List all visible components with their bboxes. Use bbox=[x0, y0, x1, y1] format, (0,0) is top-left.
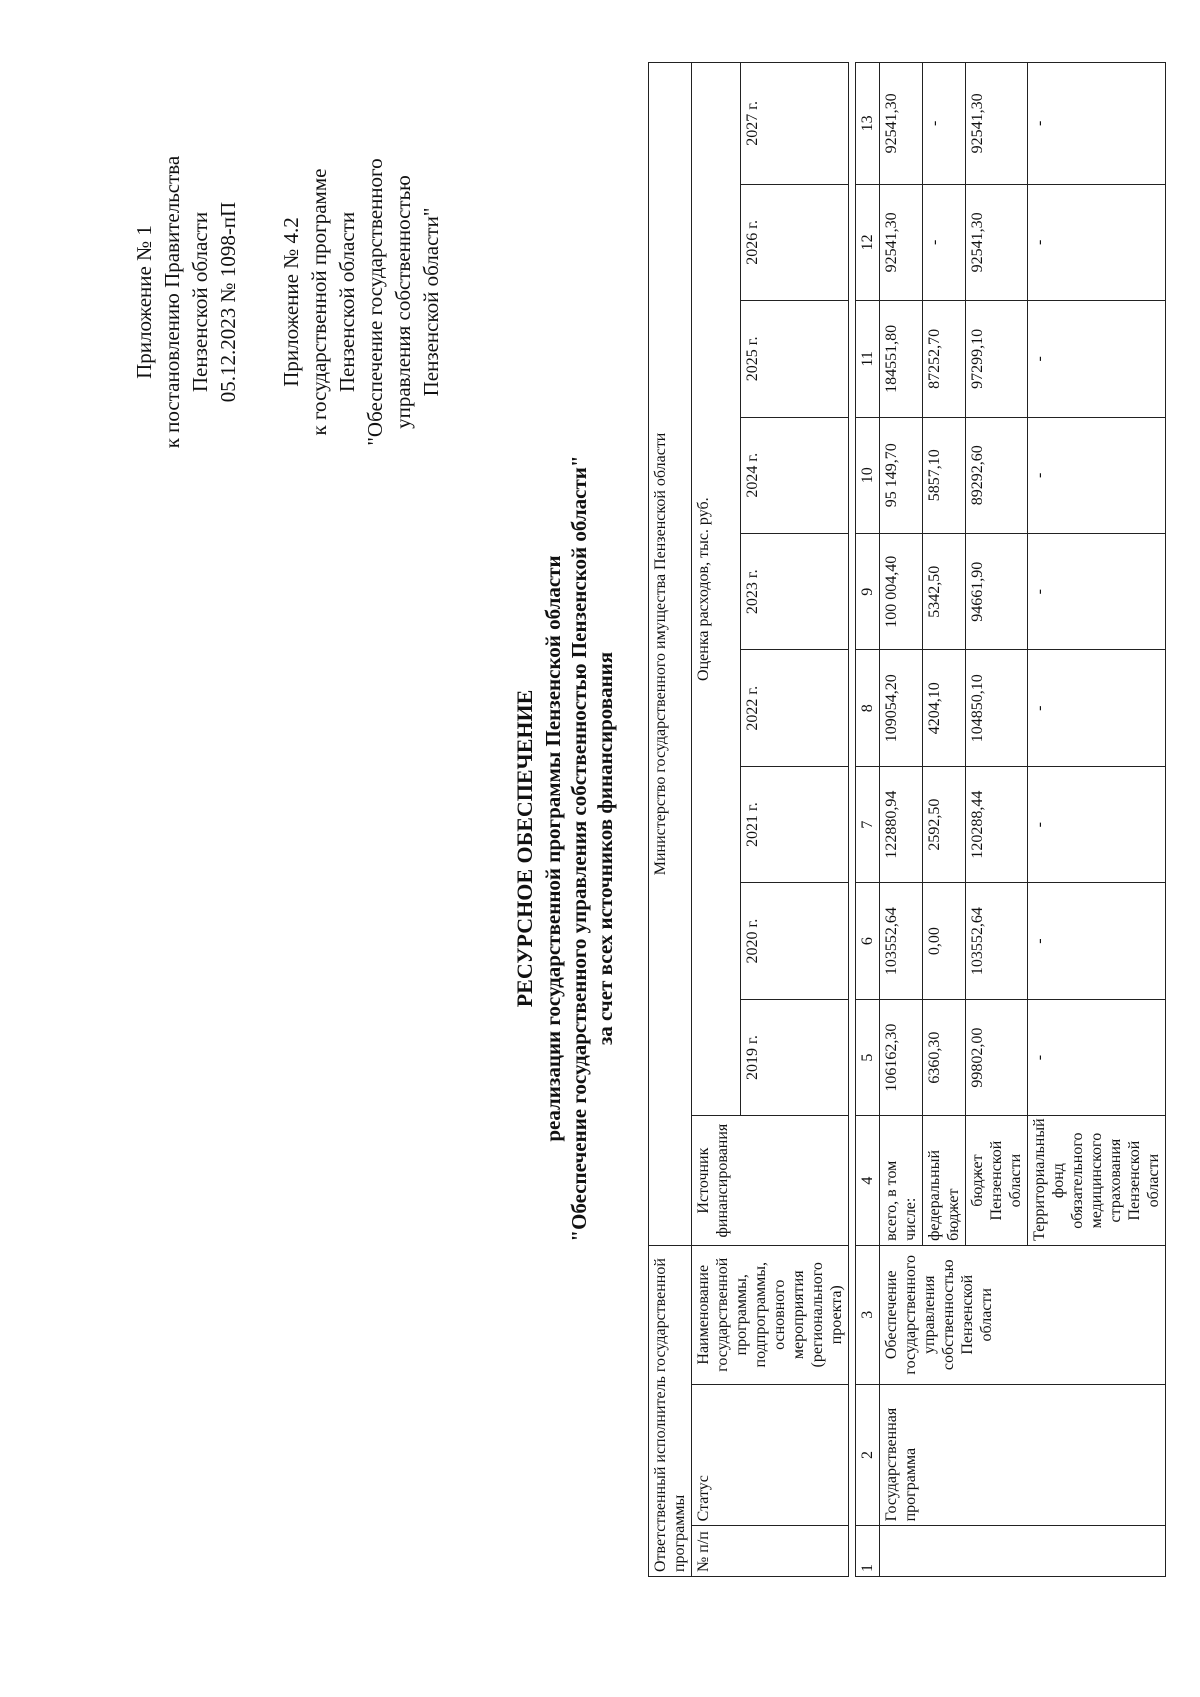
responsible-label: Ответственный исполнитель государственной программы bbox=[649, 1245, 692, 1576]
value-cell: 92541,30 bbox=[966, 184, 1028, 300]
col-number: 11 bbox=[856, 301, 880, 417]
value-cell: 89292,60 bbox=[966, 417, 1028, 533]
value-cell: - bbox=[1028, 63, 1166, 185]
col-number: 13 bbox=[856, 63, 880, 185]
value-cell: 5857,10 bbox=[923, 417, 966, 533]
row-number-cell bbox=[880, 1526, 1166, 1577]
document-subtitle-3: за счет всех источников финансирования bbox=[593, 651, 617, 1046]
source-cell: бюджет Пензенской области bbox=[966, 1116, 1028, 1246]
year-header: 2022 г. bbox=[741, 650, 849, 766]
col-number: 7 bbox=[856, 766, 880, 882]
col-number: 9 bbox=[856, 534, 880, 650]
source-cell: федеральный бюджет bbox=[923, 1116, 966, 1246]
col-number: 4 bbox=[856, 1116, 880, 1246]
resource-table bbox=[648, 62, 1166, 1577]
col-source-header: Источник финансирования bbox=[692, 1116, 849, 1246]
value-cell: - bbox=[1028, 534, 1166, 650]
appendix-2-line2: к государственной программе bbox=[307, 168, 331, 436]
appendix-2-line6: Пензенской области" bbox=[419, 207, 443, 397]
appendix-1-line4: 05.12.2023 № 1098-пП bbox=[216, 201, 240, 403]
appendix-1-block bbox=[130, 87, 242, 517]
appendix-1-line1: Приложение № 1 bbox=[132, 225, 156, 379]
value-cell: 0,00 bbox=[923, 883, 966, 999]
year-header: 2025 г. bbox=[741, 301, 849, 417]
value-cell: - bbox=[923, 184, 966, 300]
responsible-value: Министерство государственного имущества Пензенской области bbox=[649, 63, 692, 1246]
value-cell: 122880,94 bbox=[880, 766, 923, 882]
col-number: 6 bbox=[856, 883, 880, 999]
appendix-2-line5: управления собственностью bbox=[391, 175, 415, 429]
col-status-header: Статус bbox=[692, 1384, 849, 1526]
spacer-row bbox=[849, 63, 856, 1577]
appendix-2-line4: "Обеспечение государственного bbox=[363, 158, 387, 446]
appendix-1-line3: Пензенской области bbox=[188, 211, 212, 393]
appendix-1-line2: к постановлению Правительства bbox=[160, 155, 184, 449]
value-cell: 92541,30 bbox=[966, 63, 1028, 185]
value-cell: 4204,10 bbox=[923, 650, 966, 766]
col-number: 10 bbox=[856, 417, 880, 533]
value-cell: 104850,10 bbox=[966, 650, 1028, 766]
header-row-1 bbox=[692, 63, 741, 1577]
appendix-2-line1: Приложение № 4.2 bbox=[279, 217, 303, 387]
value-cell: 109054,20 bbox=[880, 650, 923, 766]
value-cell: - bbox=[1028, 650, 1166, 766]
document-subtitle-2: "Обеспечение государственного управления собственностью Пензенской области" bbox=[567, 455, 591, 1242]
value-cell: 103552,64 bbox=[966, 883, 1028, 999]
column-number-row bbox=[856, 63, 880, 1577]
value-cell: 87252,70 bbox=[923, 301, 966, 417]
estimate-header: Оценка расходов, тыс. руб. bbox=[692, 63, 741, 1116]
year-header: 2024 г. bbox=[741, 417, 849, 533]
value-cell: 95 149,70 bbox=[880, 417, 923, 533]
source-cell: всего, в том числе: bbox=[880, 1116, 923, 1246]
year-header: 2026 г. bbox=[741, 184, 849, 300]
value-cell: 99802,00 bbox=[966, 999, 1028, 1115]
value-cell: 97299,10 bbox=[966, 301, 1028, 417]
col-number: 3 bbox=[856, 1245, 880, 1384]
document-title: РЕСУРСНОЕ ОБЕСПЕЧЕНИЕ bbox=[512, 689, 537, 1008]
year-header: 2027 г. bbox=[741, 63, 849, 185]
value-cell: 2592,50 bbox=[923, 766, 966, 882]
value-cell: 120288,44 bbox=[966, 766, 1028, 882]
value-cell: - bbox=[1028, 417, 1166, 533]
responsible-row bbox=[649, 63, 692, 1577]
appendix-2-line3: Пензенской области bbox=[335, 211, 359, 393]
value-cell: - bbox=[1028, 301, 1166, 417]
value-cell: 5342,50 bbox=[923, 534, 966, 650]
col-number: 12 bbox=[856, 184, 880, 300]
col-number: 5 bbox=[856, 999, 880, 1115]
appendix-2-block bbox=[277, 87, 445, 517]
value-cell: - bbox=[1028, 766, 1166, 882]
source-cell: Территориальный фонд обязательного медицинского страхования Пензенской области bbox=[1028, 1116, 1166, 1246]
value-cell: - bbox=[1028, 999, 1166, 1115]
col-number: 1 bbox=[856, 1526, 880, 1577]
value-cell: 6360,30 bbox=[923, 999, 966, 1115]
value-cell: 92541,30 bbox=[880, 184, 923, 300]
col-number: 8 bbox=[856, 650, 880, 766]
table-row bbox=[880, 63, 923, 1577]
value-cell: 100 004,40 bbox=[880, 534, 923, 650]
year-header: 2019 г. bbox=[741, 999, 849, 1115]
col-number: 2 bbox=[856, 1384, 880, 1526]
value-cell: 94661,90 bbox=[966, 534, 1028, 650]
year-header: 2021 г. bbox=[741, 766, 849, 882]
value-cell: 106162,30 bbox=[880, 999, 923, 1115]
document-subtitle-1: реализации государственной программы Пензенской области bbox=[541, 555, 565, 1142]
col-name-header: Наименование государственной программы, подпрограммы, основного мероприятия (регионального проекта) bbox=[692, 1245, 849, 1384]
year-header: 2020 г. bbox=[741, 883, 849, 999]
value-cell: - bbox=[1028, 883, 1166, 999]
program-name-cell: Обеспечение государственного управления собственностью Пензенской области bbox=[880, 1245, 1166, 1384]
value-cell: - bbox=[923, 63, 966, 185]
year-header: 2023 г. bbox=[741, 534, 849, 650]
status-cell: Государственная программа bbox=[880, 1384, 1166, 1526]
col-num-header: № п/п bbox=[692, 1526, 849, 1577]
value-cell: - bbox=[1028, 184, 1166, 300]
value-cell: 103552,64 bbox=[880, 883, 923, 999]
value-cell: 184551,80 bbox=[880, 301, 923, 417]
value-cell: 92541,30 bbox=[880, 63, 923, 185]
